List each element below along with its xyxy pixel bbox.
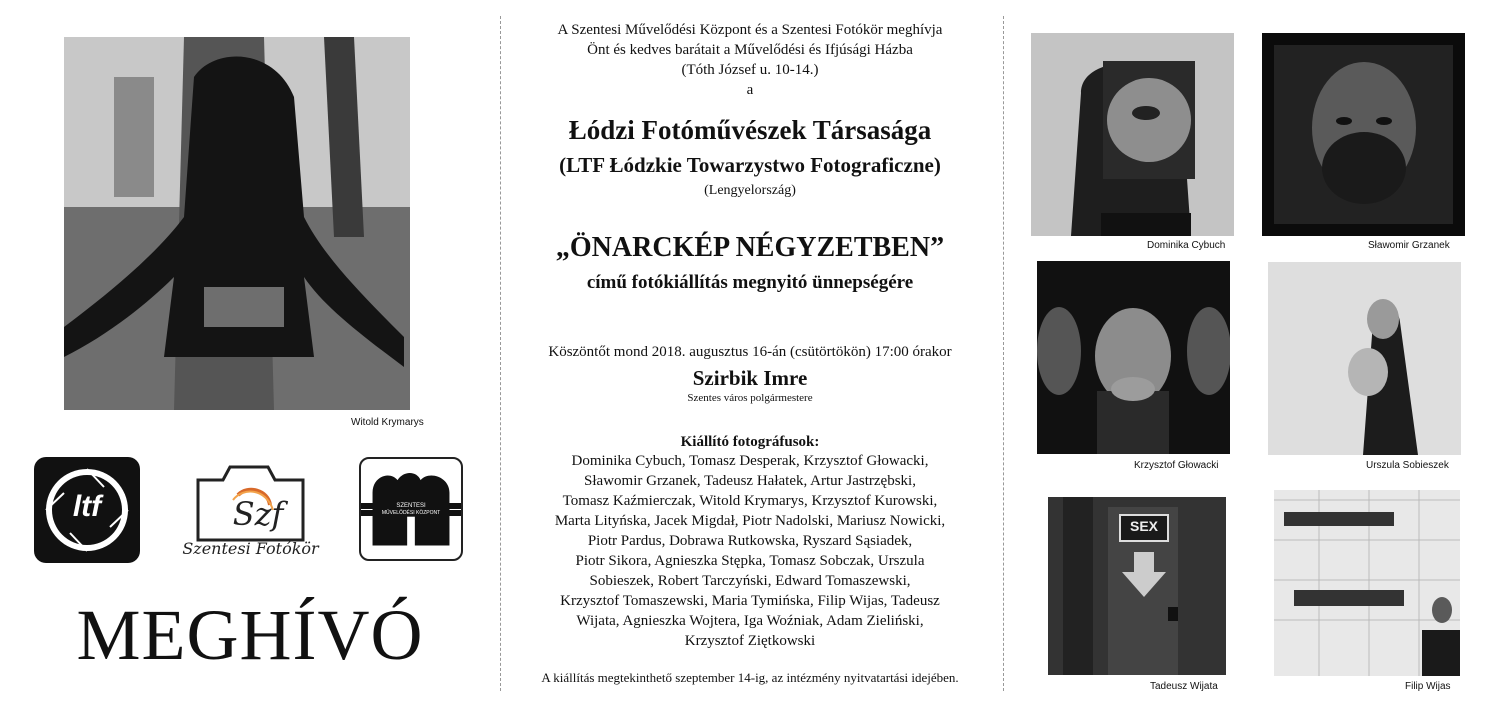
exhibitors-line: Krzysztof Tomaszewski, Maria Tymińska, Filip Wijas, Tadeusz (560, 593, 940, 609)
exhibitors-line: Tomasz Kaźmierczak, Witold Krymarys, Krzysztof Kurowski, (562, 493, 938, 509)
exhibitors-line: Sławomir Grzanek, Tadeusz Hałatek, Artur Jastrzębski, (584, 473, 916, 489)
exhibitors-line: Piotr Sikora, Agnieszka Stępka, Tomasz Sobczak, Urszula (575, 553, 925, 569)
photo-caption: Krzysztof Głowacki (1134, 460, 1219, 471)
exhibitors-line: Wijata, Agnieszka Wojtera, Iga Woźniak, Adam Zieliński, (576, 613, 924, 629)
speaker-name: Szirbik Imre (692, 366, 808, 390)
muvelodesi-kozpont-logo (359, 457, 463, 561)
invitation-title: MEGHÍVÓ (76, 595, 424, 675)
country: (Lengyelország) (704, 183, 796, 198)
szentesi-fotokor-logo (178, 455, 323, 565)
photo-tadeusz-wijata (1048, 497, 1226, 675)
ltf-logo (34, 457, 140, 563)
mk-logo-text-1: SZENTESI (361, 503, 461, 509)
photo-filip-wijas (1274, 490, 1460, 676)
greeting-line: Köszöntőt mond 2018. augusztus 16-án (csütörtökön) 17:00 órakor (548, 344, 952, 360)
intro-line: Önt és kedves barátait a Művelődési és Ifjúsági Házba (587, 42, 913, 58)
photo-caption: Tadeusz Wijata (1150, 681, 1218, 692)
photo-dominika-cybuch (1031, 33, 1234, 236)
photo-caption: Sławomir Grzanek (1368, 240, 1450, 251)
intro-line: (Tóth József u. 10-14.) (681, 62, 819, 78)
exhibitors-heading: Kiállító fotográfusok: (680, 434, 820, 450)
main-photo-caption: Witold Krymarys (351, 417, 424, 428)
exhibitors-line: Piotr Pardus, Dobrawa Rutkowska, Ryszard Sąsiadek, (587, 533, 913, 549)
exhibition-subtitle: című fotókiállítás megnyitó ünnepségére (586, 272, 914, 293)
mk-logo-text-2: MŰVELŐDÉSI KÖZPONT (361, 510, 461, 516)
exhibitors-line: Krzysztof Ziętkowski (684, 633, 816, 649)
exhibitors-line: Marta Lityńska, Jacek Migdał, Piotr Nadolski, Mariusz Nowicki, (554, 513, 946, 529)
exhibition-title: „ÖNARCKÉP NÉGYZETBEN” (555, 232, 945, 263)
exhibitors-line: Sobieszek, Robert Tarczyński, Edward Tomaszewski, (589, 573, 911, 589)
fotokor-logo-text: Szentesi Fotókör (182, 539, 319, 558)
society-name: Łódzi Fotóművészek Társasága (568, 115, 932, 145)
footer-note: A kiállítás megtekinthető szeptember 14-ig, az intézmény nyitvatartási idejében. (541, 670, 959, 685)
exhibitors-line: Dominika Cybuch, Tomasz Desperak, Krzysztof Głowacki, (571, 453, 929, 469)
ltf-logo-text: ltf (72, 490, 102, 523)
photo-krzysztof-glowacki (1037, 261, 1230, 454)
exhibitors-list (505, 451, 995, 651)
intro-block (505, 20, 995, 100)
photo-urszula-sobieszek (1268, 262, 1461, 455)
right-divider (1003, 16, 1004, 691)
main-photo-shadow-tree (64, 37, 410, 410)
szf-logo-text: Szf (232, 495, 284, 533)
speaker-title: Szentes város polgármestere (687, 392, 813, 404)
intro-line: a (746, 82, 754, 98)
sex-sign-text: SEX (1129, 518, 1158, 534)
society-polish: (LTF Łódzkie Towarzystwo Fotograficzne) (559, 153, 941, 177)
photo-caption: Dominika Cybuch (1147, 240, 1226, 251)
photo-caption: Filip Wijas (1405, 681, 1451, 692)
photo-caption: Urszula Sobieszek (1366, 460, 1449, 471)
intro-line: A Szentesi Művelődési Központ és a Szentesi Fotókör meghívja (557, 22, 943, 38)
left-divider (500, 16, 501, 691)
photo-slawomir-grzanek (1262, 33, 1465, 236)
